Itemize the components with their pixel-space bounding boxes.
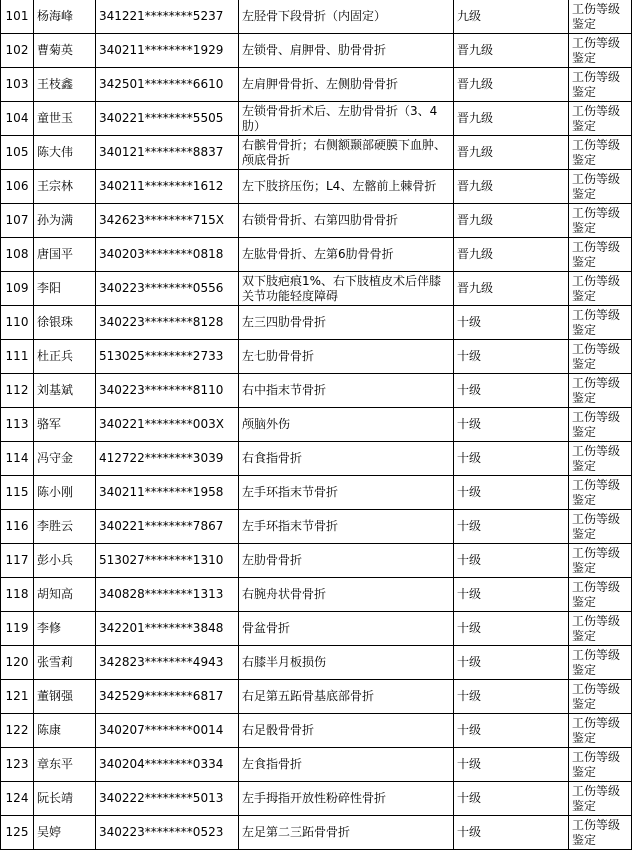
row-number: 112 (1, 374, 34, 408)
disability-level: 十级 (454, 816, 569, 850)
injury-description: 左肱骨骨折、左第6肋骨骨折 (239, 238, 454, 272)
disability-level: 晋九级 (454, 34, 569, 68)
table-row (1, 272, 632, 306)
injury-description: 右锁骨骨折、右第四肋骨骨折 (239, 204, 454, 238)
assessment-type: 工伤等级鉴定 (569, 782, 632, 816)
id-number: 341221********5237 (96, 0, 239, 34)
id-number: 340211********1612 (96, 170, 239, 204)
id-number: 340211********1929 (96, 34, 239, 68)
id-number: 340221********003X (96, 408, 239, 442)
injury-description: 左手环指末节骨折 (239, 510, 454, 544)
assessment-type: 工伤等级鉴定 (569, 340, 632, 374)
disability-level: 十级 (454, 748, 569, 782)
worker-name: 唐国平 (34, 238, 96, 272)
disability-level: 晋九级 (454, 204, 569, 238)
table-row (1, 748, 632, 782)
injury-description: 左肩胛骨骨折、左侧肋骨骨折 (239, 68, 454, 102)
injury-description: 左下肢挤压伤；L4、左髂前上棘骨折 (239, 170, 454, 204)
worker-name: 童世玉 (34, 102, 96, 136)
disability-level: 十级 (454, 340, 569, 374)
worker-name: 刘基斌 (34, 374, 96, 408)
disability-level: 十级 (454, 680, 569, 714)
disability-level: 十级 (454, 510, 569, 544)
worker-name: 陈小刚 (34, 476, 96, 510)
injury-description: 右足第五跖骨基底部骨折 (239, 680, 454, 714)
disability-level: 晋九级 (454, 238, 569, 272)
row-number: 102 (1, 34, 34, 68)
table-row (1, 68, 632, 102)
worker-name: 王宗林 (34, 170, 96, 204)
disability-level: 晋九级 (454, 170, 569, 204)
assessment-type: 工伤等级鉴定 (569, 578, 632, 612)
row-number: 125 (1, 816, 34, 850)
assessment-type: 工伤等级鉴定 (569, 476, 632, 510)
row-number: 120 (1, 646, 34, 680)
id-number: 340222********5013 (96, 782, 239, 816)
table-row (1, 510, 632, 544)
id-number: 412722********3039 (96, 442, 239, 476)
id-number: 340223********0556 (96, 272, 239, 306)
id-number: 340828********1313 (96, 578, 239, 612)
assessment-type: 工伤等级鉴定 (569, 68, 632, 102)
worker-name: 李胜云 (34, 510, 96, 544)
assessment-type: 工伤等级鉴定 (569, 714, 632, 748)
row-number: 121 (1, 680, 34, 714)
row-number: 109 (1, 272, 34, 306)
assessment-type: 工伤等级鉴定 (569, 170, 632, 204)
row-number: 101 (1, 0, 34, 34)
disability-level: 晋九级 (454, 272, 569, 306)
table-row (1, 442, 632, 476)
disability-level: 晋九级 (454, 102, 569, 136)
disability-level: 十级 (454, 442, 569, 476)
injury-description: 左锁骨骨折术后、左肋骨骨折（3、4肋） (239, 102, 454, 136)
injury-description: 右中指末节骨折 (239, 374, 454, 408)
id-number: 342529********6817 (96, 680, 239, 714)
worker-name: 张雪莉 (34, 646, 96, 680)
row-number: 123 (1, 748, 34, 782)
assessment-type: 工伤等级鉴定 (569, 612, 632, 646)
assessment-type: 工伤等级鉴定 (569, 680, 632, 714)
table-row (1, 204, 632, 238)
disability-level: 十级 (454, 476, 569, 510)
row-number: 114 (1, 442, 34, 476)
table-row (1, 102, 632, 136)
injury-description: 左胫骨下段骨折（内固定） (239, 0, 454, 34)
worker-name: 陈康 (34, 714, 96, 748)
id-number: 342823********4943 (96, 646, 239, 680)
injury-description: 右足骰骨骨折 (239, 714, 454, 748)
id-number: 340207********0014 (96, 714, 239, 748)
assessment-type: 工伤等级鉴定 (569, 238, 632, 272)
injury-description: 左肋骨骨折 (239, 544, 454, 578)
id-number: 340211********1958 (96, 476, 239, 510)
table-row (1, 170, 632, 204)
id-number: 340221********5505 (96, 102, 239, 136)
row-number: 117 (1, 544, 34, 578)
worker-name: 董钢强 (34, 680, 96, 714)
assessment-type: 工伤等级鉴定 (569, 408, 632, 442)
injury-description: 左手拇指开放性粉碎性骨折 (239, 782, 454, 816)
worker-name: 李修 (34, 612, 96, 646)
disability-level: 十级 (454, 408, 569, 442)
row-number: 113 (1, 408, 34, 442)
assessment-type: 工伤等级鉴定 (569, 102, 632, 136)
row-number: 122 (1, 714, 34, 748)
table-body (1, 0, 632, 850)
disability-level: 十级 (454, 374, 569, 408)
table-row (1, 680, 632, 714)
table-row (1, 306, 632, 340)
injury-description: 右腕舟状骨骨折 (239, 578, 454, 612)
row-number: 115 (1, 476, 34, 510)
worker-name: 杜正兵 (34, 340, 96, 374)
id-number: 340223********8110 (96, 374, 239, 408)
injury-description: 双下肢疤痕1%、右下肢植皮术后伴膝关节功能轻度障碍 (239, 272, 454, 306)
disability-level: 十级 (454, 646, 569, 680)
worker-name: 阮长靖 (34, 782, 96, 816)
row-number: 105 (1, 136, 34, 170)
injury-description: 左食指骨折 (239, 748, 454, 782)
disability-level: 十级 (454, 782, 569, 816)
worker-name: 骆军 (34, 408, 96, 442)
id-number: 340223********0523 (96, 816, 239, 850)
disability-level: 十级 (454, 714, 569, 748)
worker-name: 李阳 (34, 272, 96, 306)
assessment-type: 工伤等级鉴定 (569, 748, 632, 782)
table-row (1, 612, 632, 646)
assessment-type: 工伤等级鉴定 (569, 442, 632, 476)
id-number: 342201********3848 (96, 612, 239, 646)
table-row (1, 374, 632, 408)
worker-name: 曹菊英 (34, 34, 96, 68)
id-number: 513027********1310 (96, 544, 239, 578)
id-number: 340121********8837 (96, 136, 239, 170)
disability-level: 九级 (454, 0, 569, 34)
injury-description: 左足第二三跖骨骨折 (239, 816, 454, 850)
worker-name: 杨海峰 (34, 0, 96, 34)
id-number: 342501********6610 (96, 68, 239, 102)
worker-name: 胡知高 (34, 578, 96, 612)
injury-description: 左三四肋骨骨折 (239, 306, 454, 340)
table-row (1, 34, 632, 68)
worker-name: 吴婷 (34, 816, 96, 850)
injury-description: 右膝半月板损伤 (239, 646, 454, 680)
row-number: 118 (1, 578, 34, 612)
table-row (1, 136, 632, 170)
id-number: 340203********0818 (96, 238, 239, 272)
id-number: 340204********0334 (96, 748, 239, 782)
assessment-type: 工伤等级鉴定 (569, 34, 632, 68)
injury-description: 左七肋骨骨折 (239, 340, 454, 374)
worker-name: 彭小兵 (34, 544, 96, 578)
worker-name: 王枝鑫 (34, 68, 96, 102)
worker-name: 徐银珠 (34, 306, 96, 340)
assessment-type: 工伤等级鉴定 (569, 816, 632, 850)
table-row (1, 476, 632, 510)
id-number: 340221********7867 (96, 510, 239, 544)
disability-level: 晋九级 (454, 68, 569, 102)
assessment-type: 工伤等级鉴定 (569, 374, 632, 408)
injury-description: 左手环指末节骨折 (239, 476, 454, 510)
table-row (1, 0, 632, 34)
assessment-type: 工伤等级鉴定 (569, 646, 632, 680)
row-number: 119 (1, 612, 34, 646)
disability-level: 十级 (454, 544, 569, 578)
assessment-type: 工伤等级鉴定 (569, 544, 632, 578)
disability-level: 十级 (454, 306, 569, 340)
row-number: 108 (1, 238, 34, 272)
assessment-type: 工伤等级鉴定 (569, 306, 632, 340)
injury-description: 骨盆骨折 (239, 612, 454, 646)
assessment-type: 工伤等级鉴定 (569, 510, 632, 544)
id-number: 342623********715X (96, 204, 239, 238)
table-row (1, 238, 632, 272)
row-number: 106 (1, 170, 34, 204)
assessment-type: 工伤等级鉴定 (569, 136, 632, 170)
table-row (1, 646, 632, 680)
disability-level: 十级 (454, 612, 569, 646)
injury-description: 左锁骨、肩胛骨、肋骨骨折 (239, 34, 454, 68)
row-number: 107 (1, 204, 34, 238)
table-row (1, 578, 632, 612)
assessment-type: 工伤等级鉴定 (569, 0, 632, 34)
table-row (1, 408, 632, 442)
id-number: 513025********2733 (96, 340, 239, 374)
disability-level: 十级 (454, 578, 569, 612)
injury-description: 右髌骨骨折；右侧额颞部硬膜下血肿、颅底骨折 (239, 136, 454, 170)
worker-name: 陈大伟 (34, 136, 96, 170)
worker-name: 章东平 (34, 748, 96, 782)
row-number: 111 (1, 340, 34, 374)
worker-name: 孙为满 (34, 204, 96, 238)
table-row (1, 782, 632, 816)
row-number: 104 (1, 102, 34, 136)
id-number: 340223********8128 (96, 306, 239, 340)
row-number: 124 (1, 782, 34, 816)
row-number: 110 (1, 306, 34, 340)
assessment-type: 工伤等级鉴定 (569, 272, 632, 306)
table-row (1, 544, 632, 578)
table-row (1, 714, 632, 748)
table-row (1, 340, 632, 374)
assessment-type: 工伤等级鉴定 (569, 204, 632, 238)
disability-level: 晋九级 (454, 136, 569, 170)
injury-description: 颅脑外伤 (239, 408, 454, 442)
row-number: 116 (1, 510, 34, 544)
row-number: 103 (1, 68, 34, 102)
injury-description: 右食指骨折 (239, 442, 454, 476)
worker-name: 冯守金 (34, 442, 96, 476)
table-row (1, 816, 632, 850)
